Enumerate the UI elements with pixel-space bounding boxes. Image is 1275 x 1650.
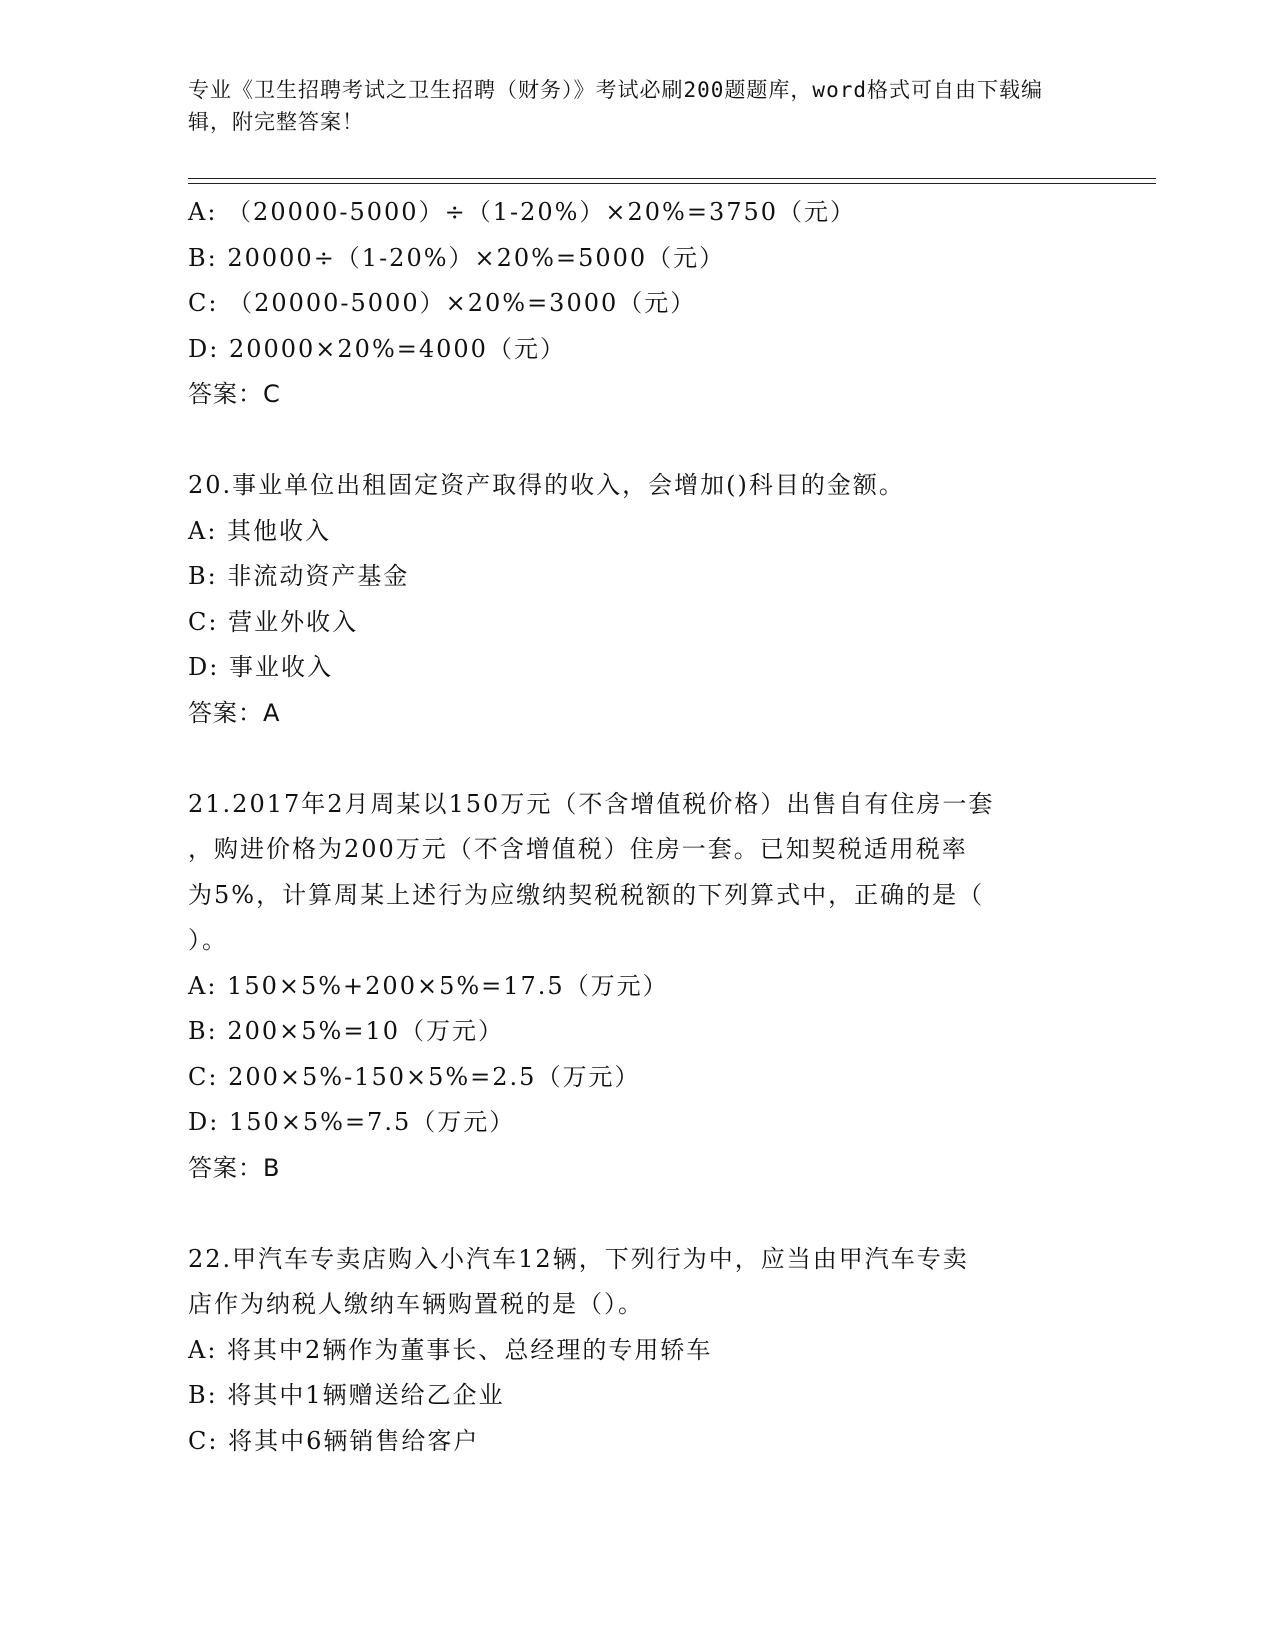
question-22 bbox=[188, 1237, 1088, 1465]
question-stem-line: 21.2017年2月周某以150万元（不含增值税价格）出售自有住房一套 bbox=[188, 789, 995, 818]
option-b: B: 非流动资产基金 bbox=[188, 562, 410, 590]
question-list bbox=[188, 190, 1088, 1464]
option-c: C: 200×5%-150×5%=2.5（万元） bbox=[188, 1062, 641, 1091]
question-spacer bbox=[188, 736, 1088, 782]
question-stem-line: ）。 bbox=[188, 926, 228, 954]
question-20 bbox=[188, 463, 1088, 736]
option-a: A: 将其中2辆作为董事长、总经理的专用轿车 bbox=[188, 1335, 713, 1364]
question-19 bbox=[188, 190, 1088, 418]
question-stem-line: 22.甲汽车专卖店购入小汽车12辆，下列行为中，应当由甲汽车专卖 bbox=[188, 1244, 969, 1273]
answer-line: 答案：C bbox=[188, 380, 281, 408]
option-b: B: 20000÷（1-20%）×20%=5000（元） bbox=[188, 243, 726, 272]
option-d: D: 20000×20%=4000（元） bbox=[188, 334, 566, 363]
answer-line: 答案：B bbox=[188, 1153, 281, 1182]
option-b: B: 200×5%=10（万元） bbox=[188, 1017, 504, 1045]
question-21 bbox=[188, 782, 1088, 1192]
option-c: C: 将其中6辆销售给客户 bbox=[188, 1426, 480, 1455]
option-c: C: （20000-5000）×20%=3000（元） bbox=[188, 289, 697, 317]
option-b: B: 将其中1辆赠送给乙企业 bbox=[188, 1381, 505, 1409]
question-spacer bbox=[188, 1191, 1088, 1237]
question-stem: 20.事业单位出租固定资产取得的收入，会增加()科目的金额。 bbox=[188, 471, 905, 499]
option-d: D: 事业收入 bbox=[188, 653, 333, 681]
question-stem-line: 店作为纳税人缴纳车辆购置税的是（）。 bbox=[188, 1290, 644, 1318]
option-a: A: 150×5%+200×5%=17.5（万元） bbox=[188, 971, 669, 1000]
question-spacer bbox=[188, 418, 1088, 464]
answer-line: 答案：A bbox=[188, 698, 281, 727]
question-stem-line: 为5%，计算周某上述行为应缴纳契税税额的下列算式中，正确的是（ bbox=[188, 880, 985, 909]
option-d: D: 150×5%=7.5（万元） bbox=[188, 1108, 516, 1136]
document-intro: 专业《卫生招聘考试之卫生招聘（财务）》考试必刷200题题库，word格式可自由下载编辑，附完整答案！ bbox=[188, 78, 1043, 134]
option-c: C: 营业外收入 bbox=[188, 607, 359, 636]
option-a: A: 其他收入 bbox=[188, 516, 332, 545]
question-stem-line: ，购进价格为200万元（不含增值税）住房一套。已知契税适用税率 bbox=[188, 835, 968, 863]
option-a: A: （20000-5000）÷（1-20%）×20%=3750（元） bbox=[188, 198, 857, 226]
header-divider-top bbox=[188, 178, 1156, 179]
header-divider-bottom bbox=[188, 183, 1156, 184]
